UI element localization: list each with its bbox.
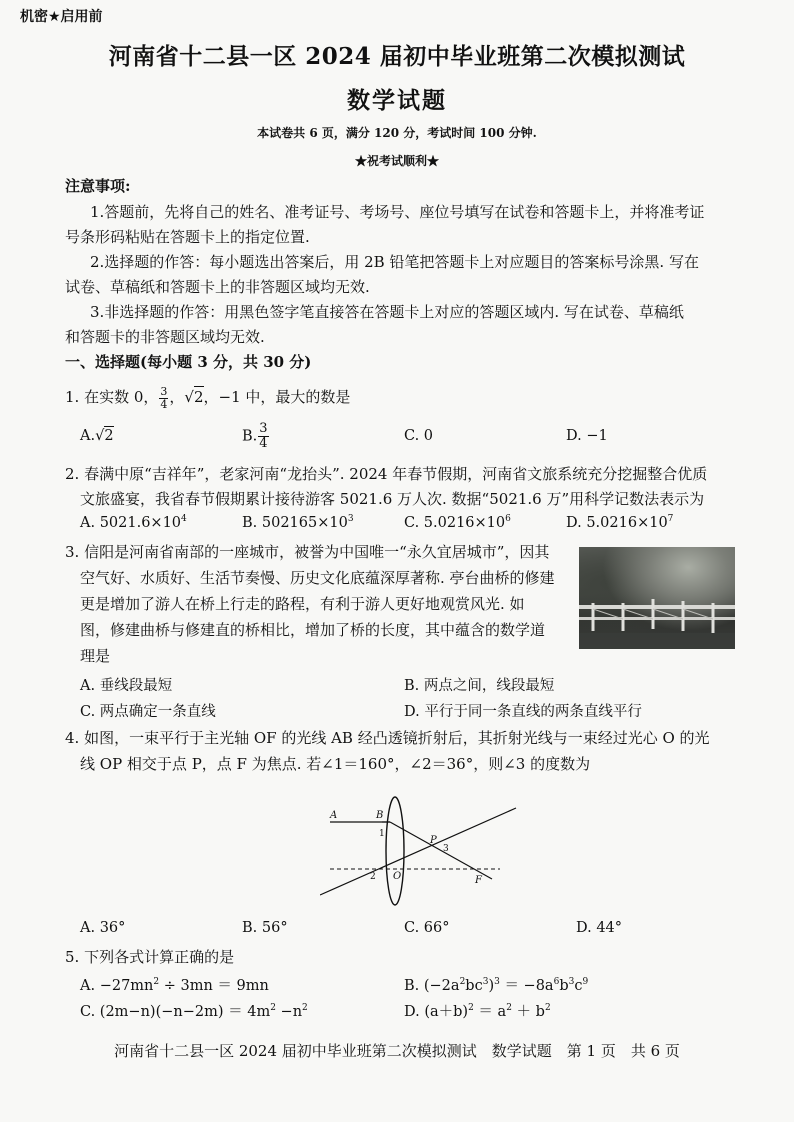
angle-2-label: 2 bbox=[370, 872, 376, 882]
good-luck-text: ★祝考试顺利★ bbox=[354, 154, 439, 168]
section-heading: 一、选择题(每小题 3 分，共 30 分) bbox=[65, 353, 312, 371]
ray-op bbox=[320, 808, 516, 895]
question-2-line-1: 2. 春满中原“吉祥年”，老家河南“龙抬头”. 2024 年春节假期，河南省文旅系统充分挖掘整合优质 bbox=[65, 465, 708, 483]
confidential-label: 机密★启用前 bbox=[20, 9, 103, 25]
note-2-line-1: 2.选择题的作答：每小题选出答案后，用 2B 铅笔把答题卡上对应题目的答案标号涂黑. 写在 bbox=[90, 253, 699, 271]
subject-title: 数学试题 bbox=[347, 87, 447, 114]
note-3-line-1: 3.非选择题的作答：用黑色签字笔直接答在答题卡上对应的答题区域内. 写在试卷、草稿纸 bbox=[90, 303, 684, 321]
label-p: P bbox=[430, 835, 437, 846]
q3-option-d: D. 平行于同一条直线的两条直线平行 bbox=[404, 704, 642, 720]
question-3-line-3: 更是增加了游人在桥上行走的路程，有利于游人更好地观赏风光. 如 bbox=[80, 595, 525, 613]
exam-info: 本试卷共 6 页，满分 120 分，考试时间 100 分钟. bbox=[257, 126, 537, 140]
label-o: O bbox=[393, 871, 402, 882]
question-2-line-2: 文旅盛宴，我省春节假期累计接待游客 5021.6 万人次. 数据“5021.6 万”用科学记数法表示为 bbox=[80, 490, 705, 508]
convex-lens bbox=[386, 797, 404, 905]
q2-option-a: A. $5021.6\times 10^4$ bbox=[80, 514, 187, 531]
q4-option-c: C. 66° bbox=[404, 920, 450, 936]
label-b: B bbox=[376, 810, 384, 821]
q3-option-b: B. 两点之间，线段最短 bbox=[404, 678, 555, 694]
q5-option-a: A. $-27mn^2 \div 3mn = 9mn$ bbox=[80, 977, 269, 994]
bridge-photo bbox=[579, 547, 735, 649]
q3-option-a: A. 垂线段最短 bbox=[80, 678, 173, 694]
q5-option-b: B. $(-2a^2bc^3)^3 = -8a^6b^3c^9$ bbox=[404, 977, 589, 994]
question-3-line-2: 空气好、水质好、生活节奏慢、历史文化底蕴深厚著称. 亭台曲桥的修建 bbox=[80, 569, 555, 587]
label-a: A bbox=[330, 810, 338, 821]
angle-1-label: 1 bbox=[379, 829, 385, 839]
q4-option-d: D. 44° bbox=[576, 920, 623, 936]
exam-title: 河南省十二县一区 2024 届初中毕业班第二次模拟测试 bbox=[108, 43, 686, 70]
q5-option-d: D. $(a+b)^2 = a^2 + b^2$ bbox=[404, 1003, 551, 1020]
q1-option-b: B. $\frac{3}{4}$ bbox=[242, 421, 268, 451]
q4-option-a: A. 36° bbox=[80, 920, 126, 936]
q2-option-b: B. $502165\times 10^3$ bbox=[242, 514, 354, 531]
label-f: F bbox=[475, 875, 482, 886]
note-1-line-2: 号条形码粘贴在答题卡上的指定位置. bbox=[65, 228, 310, 246]
fraction: $\frac{3}{4}$ bbox=[160, 384, 168, 411]
note-2-line-2: 试卷、草稿纸和答题卡上的非答题区域均无效. bbox=[65, 278, 370, 296]
question-4-line-1: 4. 如图，一束平行于主光轴 OF 的光线 AB 经凸透镜折射后，其折射光线与一束经过光心 O 的光 bbox=[65, 729, 710, 747]
q1-option-a: A.√2 bbox=[80, 428, 114, 444]
note-3-line-2: 和答题卡的非答题区域均无效. bbox=[65, 328, 265, 346]
question-3-line-4: 图，修建曲桥与修建直的桥相比，增加了桥的长度，其中蕴含的数学道 bbox=[80, 621, 546, 639]
q3-option-c: C. 两点确定一条直线 bbox=[80, 704, 216, 720]
question-4-line-2: 线 OP 相交于点 P，点 F 为焦点. 若∠1＝160°，∠2＝36°，则∠3 的度数为 bbox=[80, 755, 591, 773]
q5-option-c: C. $(2m-n)(-n-2m) = 4m^2 -n^2$ bbox=[80, 1003, 308, 1020]
q2-option-c: C. $5.0216\times 10^6$ bbox=[404, 514, 511, 531]
refracted-ray bbox=[390, 822, 492, 879]
lens-diagram bbox=[320, 795, 520, 910]
question-3-line-1: 3. 信阳是河南省南部的一座城市，被誉为中国唯一“永久宜居城市”，因其 bbox=[65, 543, 550, 561]
q1-option-d: D. −1 bbox=[566, 428, 608, 444]
question-5-stem: 5. 下列各式计算正确的是 bbox=[65, 948, 235, 966]
question-1-stem: 1. 在实数 0， $\frac{3}{4}$ ，√2，−1 中，最大的数是 bbox=[65, 384, 351, 411]
q2-option-d: D. $5.0216\times 10^7$ bbox=[566, 514, 674, 531]
angle-3-label: 3 bbox=[443, 844, 449, 854]
q1-option-c: C. 0 bbox=[404, 428, 434, 444]
page-footer: 河南省十二县一区 2024 届初中毕业班第二次模拟测试 数学试题 第 1 页 共 6 页 bbox=[114, 1042, 680, 1060]
q4-option-b: B. 56° bbox=[242, 920, 288, 936]
notes-heading: 注意事项: bbox=[65, 177, 131, 195]
note-1-line-1: 1.答题前，先将自己的姓名、准考证号、考场号、座位号填写在试卷和答题卡上，并将准考证 bbox=[90, 203, 705, 221]
question-3-line-5: 理是 bbox=[80, 647, 111, 665]
